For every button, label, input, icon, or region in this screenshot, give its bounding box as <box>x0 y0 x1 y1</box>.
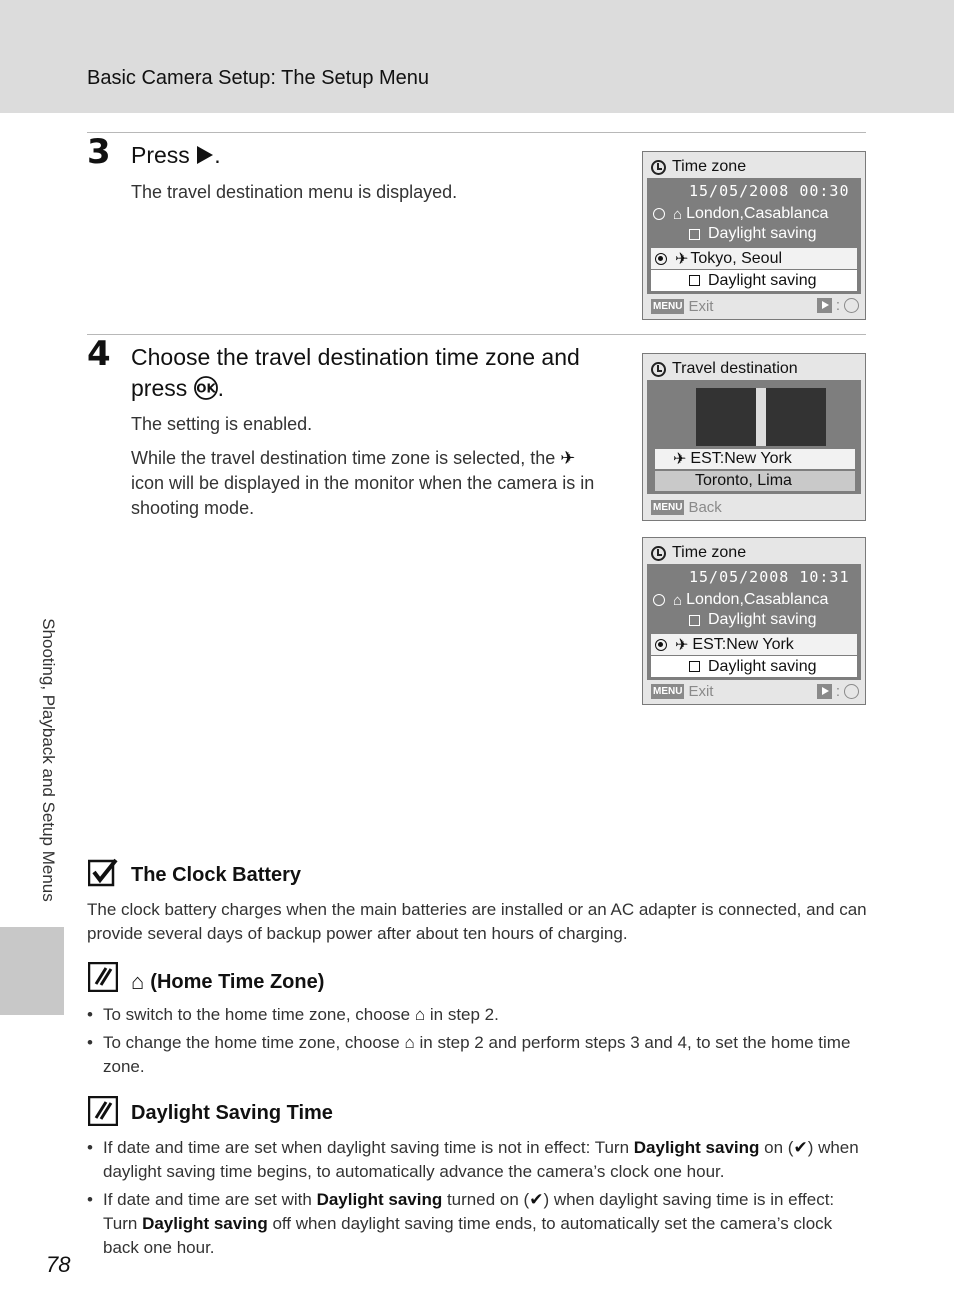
checkmark-icon: ✔ <box>793 1138 808 1157</box>
screen1-home-dst: Daylight saving <box>708 225 817 242</box>
note-dst-b1-bold: Daylight saving <box>633 1138 760 1157</box>
note-home-bullet-2 <box>87 1031 867 1079</box>
step4-title-press: press <box>131 375 188 401</box>
right-arrow-icon <box>817 298 832 313</box>
screen1-title: Time zone <box>672 158 747 175</box>
screen3-panel <box>647 564 861 680</box>
world-map-image <box>696 388 826 446</box>
camera-screen-time-zone-2 <box>642 537 866 705</box>
screen3-travel-dst: Daylight saving <box>708 657 817 675</box>
screen1-travel-zone: Tokyo, Seoul <box>690 249 783 267</box>
screen3-travel-zone: EST:New York <box>692 635 794 653</box>
step4-para2-a: While the travel destination time zone is selected, the <box>131 448 556 468</box>
home-icon: ⌂ <box>131 969 145 994</box>
step4-title-line1: Choose the travel destination time zone and <box>131 344 580 370</box>
note-home-bullet-1 <box>87 1003 867 1027</box>
radio-icon <box>653 208 665 220</box>
note-dst-b1-a: If date and time are set when daylight saving time is not in effect: Turn <box>103 1138 630 1157</box>
home-icon: ⌂ <box>404 1033 415 1052</box>
camera-screen-travel-destination <box>642 353 866 521</box>
screen2-zone-next-row <box>655 471 855 491</box>
header-band <box>0 0 954 113</box>
note-dst-bullet-2 <box>87 1188 867 1260</box>
note-home-b1-a: To switch to the home time zone, choose <box>103 1005 411 1024</box>
note-dst-b2-bold2: Daylight saving <box>142 1214 268 1233</box>
home-icon: ⌂ <box>673 205 683 223</box>
screen1-travel-dst-row <box>651 270 857 291</box>
airplane-icon: ✈ <box>675 250 689 268</box>
svg-text:OK: OK <box>195 381 216 396</box>
screen1-footer <box>651 298 713 315</box>
airplane-icon: ✈ <box>673 451 687 468</box>
step4-para2-c: in shooting mode. <box>131 473 595 518</box>
note-dst-b1-c: ) when daylight saving time begins, to automatically advance the camera’s clock one hour. <box>103 1138 859 1181</box>
screen3-date: 15/05/2008 10:31 <box>689 568 850 586</box>
screen1-home-row <box>653 205 828 223</box>
note-dst-b2-d: off when daylight saving time ends, to automatically set the camera’s clock back one hour. <box>103 1214 833 1257</box>
menu-badge: MENU <box>653 502 683 513</box>
note-home-b2-a: To change the home time zone, choose <box>103 1033 400 1052</box>
step3-description: The travel destination menu is displayed. <box>131 182 458 202</box>
screen1-home-zone: London,Casablanca <box>686 205 829 222</box>
pencil-note-icon <box>88 1096 118 1126</box>
checkbox-icon <box>689 661 700 672</box>
checkbox-icon <box>689 229 700 240</box>
checkbox-icon <box>689 615 700 626</box>
note-dst-title: Daylight Saving Time <box>131 1102 333 1124</box>
screen3-home-zone: London,Casablanca <box>686 591 829 608</box>
checkmark-note-icon <box>88 858 118 888</box>
note-dst-b2-bold: Daylight saving <box>316 1190 443 1209</box>
note-home-b2-b: in step 2 and perform steps 3 and 4, to set the home time zone. <box>103 1033 851 1076</box>
globe-icon <box>844 298 859 313</box>
pencil-note-icon <box>88 962 118 992</box>
screen1-travel-row <box>651 248 857 269</box>
note-clock-text: The clock battery charges when the main batteries are installed or an AC adapter is connected, and can provide several days of backup power after about ten hours of charging. <box>87 900 867 943</box>
side-tab-marker <box>0 927 64 1015</box>
ok-button-icon <box>194 376 218 400</box>
screen2-title: Travel destination <box>672 360 798 377</box>
screen2-back: Back <box>688 499 722 516</box>
page-number: 78 <box>46 1252 71 1277</box>
screen2-zone-selected-row <box>655 449 855 469</box>
airplane-icon: ✈ <box>560 448 576 468</box>
screen2-header <box>651 360 798 378</box>
screen3-exit: Exit <box>688 683 714 700</box>
screen3-home-row <box>653 591 828 609</box>
step4-title-line2: press OK . <box>131 375 225 401</box>
screen3-travel-row <box>651 634 857 655</box>
menu-badge: MENU <box>653 301 683 312</box>
radio-selected-icon <box>655 639 667 651</box>
note-clock-title: The Clock Battery <box>131 864 302 886</box>
note-home-title <box>131 969 324 995</box>
screen1-header <box>651 158 746 176</box>
step4-para2-b: icon will be displayed in the monitor when the camera is <box>131 473 576 493</box>
step4-number: 4 <box>87 334 111 374</box>
screen1-footer-right: : <box>817 297 859 314</box>
home-icon: ⌂ <box>673 591 683 609</box>
note-dst-bullet-1 <box>87 1136 867 1184</box>
step4-divider <box>87 334 866 335</box>
page-header-title: Basic Camera Setup: The Setup Menu <box>87 67 430 89</box>
globe-icon <box>844 684 859 699</box>
screen2-zone-next: Toronto, Lima <box>695 472 792 489</box>
screen1-date: 15/05/2008 00:30 <box>689 182 850 200</box>
note-home-title-text: (Home Time Zone) <box>150 970 325 993</box>
screen3-travel-dst-row <box>651 656 857 677</box>
screen1-travel-dst: Daylight saving <box>708 271 817 289</box>
screen3-footer-right: : <box>817 683 859 700</box>
clock-icon <box>651 546 666 561</box>
home-icon: ⌂ <box>414 1005 426 1024</box>
step3-title: Press . <box>131 142 221 168</box>
screen3-header <box>651 544 746 562</box>
clock-icon <box>651 362 666 377</box>
screen2-panel <box>647 380 861 494</box>
note-dst-b1-b: on ( <box>764 1138 794 1157</box>
checkbox-icon <box>689 275 700 286</box>
camera-screen-time-zone-1 <box>642 151 866 320</box>
note-home-b1-b: in step 2. <box>429 1005 499 1024</box>
step3-title-text: Press <box>131 142 190 168</box>
screen2-zone-selected: EST:New York <box>690 450 792 467</box>
step3-number: 3 <box>87 132 111 172</box>
screen1-home-dst-row <box>689 225 817 243</box>
clock-icon <box>651 160 666 175</box>
screen3-home-dst: Daylight saving <box>708 611 817 628</box>
radio-selected-icon <box>655 253 667 265</box>
screen3-title: Time zone <box>672 544 747 561</box>
checkmark-icon: ✔ <box>529 1190 544 1209</box>
screen1-panel <box>647 178 861 294</box>
note-dst-b2-b: turned on ( <box>446 1190 530 1209</box>
note-dst-b2-a: If date and time are set with <box>103 1190 312 1209</box>
radio-icon <box>653 594 665 606</box>
screen1-exit: Exit <box>688 298 714 315</box>
step3-divider <box>87 132 866 133</box>
note-dst-b2-c: ) when daylight saving time is in effect: Turn <box>103 1190 835 1233</box>
side-tab-label: Shooting, Playback and Setup Menus <box>39 618 58 902</box>
step4-para2 <box>131 446 611 521</box>
screen2-footer <box>651 499 722 516</box>
menu-badge: MENU <box>653 686 683 697</box>
right-triangle-icon <box>196 145 214 165</box>
map-time-zone-strip <box>756 388 766 446</box>
step4-para1: The setting is enabled. <box>131 414 313 434</box>
screen3-home-dst-row <box>689 611 817 629</box>
right-arrow-icon <box>817 684 832 699</box>
screen3-footer <box>651 683 713 700</box>
airplane-icon: ✈ <box>675 636 689 654</box>
